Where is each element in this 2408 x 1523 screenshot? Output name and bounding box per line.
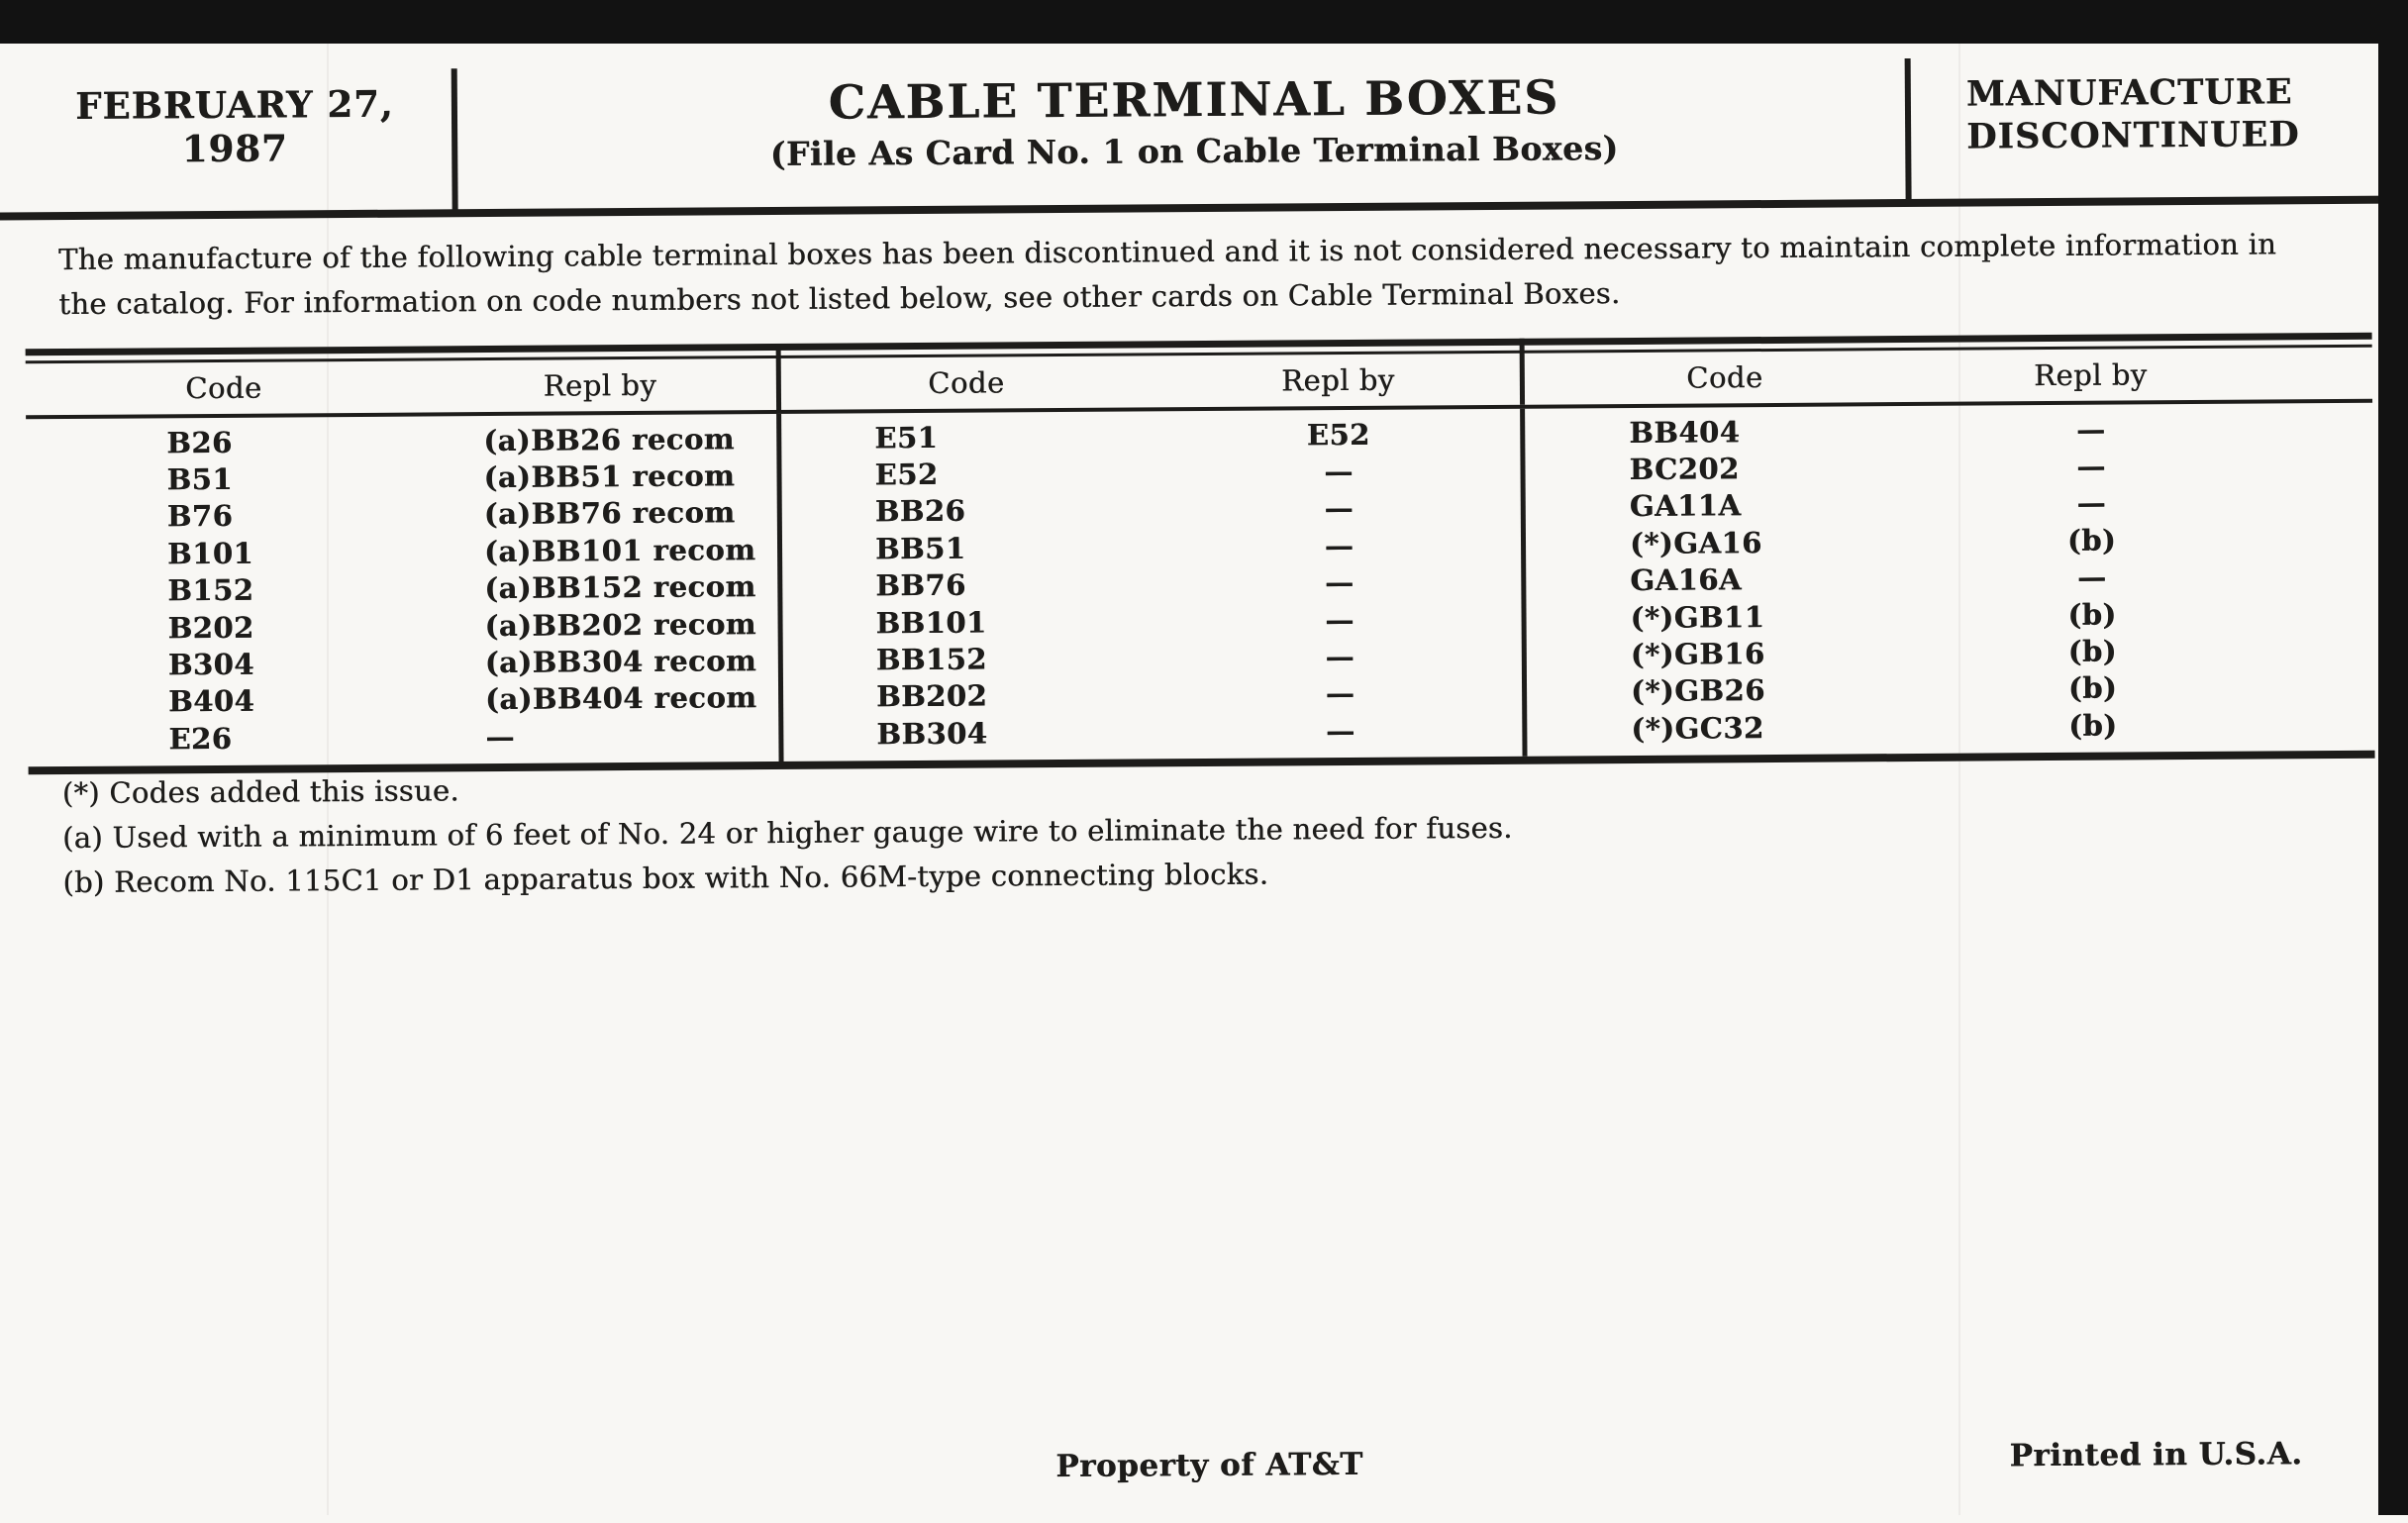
code-cell: BB152 [875,642,988,677]
table-row [28,716,780,759]
table-row [779,489,1523,532]
intro-paragraph: The manufacture of the following cable terminal boxes has been discontinued and it is not considered necessary to maintain complete information in the catalog. For information on code numbers not listed below, see other cards on Cable Terminal Boxes. [57,227,2277,322]
masthead-divider-right [1905,58,1912,205]
code-cell: (*)GB11 [1630,599,1765,635]
code-cell: GA11A [1629,488,1742,524]
status-stamp [1966,71,2300,158]
footnote-asterisk: (*) Codes added this issue. [61,773,459,811]
repl-by-cell: E52 [1306,417,1370,452]
table-group-divider [776,344,781,410]
title-block [531,68,1858,174]
repl-by-cell: (b) [2067,597,2117,632]
repl-by-cell: — [1324,565,1354,600]
repl-by-cell: (a)BB26 recom [483,421,736,457]
table-group-3-body [1522,403,2374,757]
code-cell: B101 [166,536,254,571]
repl-by-cell: — [1325,602,1354,637]
table-row [778,452,1522,494]
repl-by-cell: — [1325,676,1355,711]
column-header-repl-by: Repl by [543,367,657,403]
code-cell: BB404 [1629,414,1741,450]
table-row [1523,483,2373,526]
code-cell: (*)GA16 [1629,525,1762,560]
table-row [1524,667,2374,710]
code-cell: BB304 [876,716,988,752]
table-group-2-body [778,409,1524,762]
code-cell: B304 [167,647,255,682]
table-group-3-header [1522,348,2372,405]
repl-by-cell: (a)BB304 recom [484,644,757,680]
code-cell: B26 [166,425,233,459]
code-cell: BB51 [874,531,966,566]
table-row [1522,446,2372,488]
table-row [26,420,778,462]
code-cell: B202 [167,610,254,645]
code-cell: (*)GB16 [1630,637,1765,672]
page-subtitle: (File As Card No. 1 on Cable Terminal Boxes) [769,129,1619,174]
status-line1: MANUFACTURE [1965,71,2293,115]
code-cell: BC202 [1629,452,1740,487]
repl-by-cell: (a)BB202 recom [484,606,757,643]
table-row [27,494,779,537]
code-cell: B404 [167,684,255,719]
column-header-repl-by: Repl by [2033,357,2148,393]
code-cell: (*)GC32 [1631,710,1764,746]
masthead-rule [0,196,2385,221]
table-row [780,637,1524,679]
code-cell: (*)GB26 [1630,673,1765,709]
repl-by-cell: — [1325,713,1355,748]
footnote-a: (a) Used with a minimum of 6 feet of No. 24 or higher gauge wire to eliminate the need for fuses. [61,810,1513,855]
column-header-code: Code [185,370,262,406]
table-row [1523,520,2373,562]
issue-date-line2: 1987 [181,126,288,170]
repl-by-cell: (a)BB76 recom [483,495,736,532]
repl-by-cell: — [1324,455,1354,489]
code-cell: E51 [874,420,939,456]
repl-by-cell: — [2076,486,2107,521]
column-header-repl-by: Repl by [1280,362,1395,398]
code-cell: E52 [874,457,939,492]
scan-border-top [0,0,2408,44]
table-row [26,457,778,499]
code-cell: B152 [167,572,254,608]
table-group-1-header [26,358,778,415]
column-header-code: Code [928,365,1005,400]
repl-by-cell: (a)BB404 recom [484,680,757,717]
issue-date-line1: FEBRUARY 27, [74,81,394,128]
table-row [779,600,1523,643]
code-cell: BB26 [874,494,966,529]
column-header-code: Code [1686,360,1763,395]
table-group-divider [1520,339,1525,405]
repl-by-cell: (b) [2067,634,2118,668]
code-cell: B76 [166,499,234,534]
footer-property-notice: Property of AT&T [1055,1446,1363,1485]
table-group-2-header [778,354,1522,410]
table-group-1-body [26,414,780,766]
repl-by-cell: — [2076,449,2106,483]
table-row [780,673,1524,716]
table-row [779,562,1523,605]
table-row [780,711,1524,754]
masthead-divider-left [452,68,458,215]
repl-by-cell: — [2075,412,2106,447]
table-row [1524,705,2374,748]
table-row [1523,594,2373,637]
scan-border-right [2378,0,2408,1515]
issue-date [53,83,417,172]
repl-by-cell: — [485,719,515,754]
repl-by-cell: (a)BB152 recom [484,569,756,606]
code-cell: B51 [166,461,234,497]
table-row [1523,557,2373,599]
table-row [778,415,1522,457]
footnotes [62,768,1513,912]
repl-by-cell: — [1324,528,1354,563]
code-cell: BB101 [875,605,987,640]
discontinued-codes-table [26,333,2375,774]
repl-by-cell: (a)BB101 recom [483,533,756,568]
page-title: CABLE TERMINAL BOXES [828,70,1560,131]
table-row [28,642,780,684]
repl-by-cell: — [1324,491,1354,526]
table-row [27,568,779,611]
table-row [1522,409,2372,452]
code-cell: E26 [168,721,233,757]
table-row [1524,631,2374,673]
repl-by-cell: (b) [2068,708,2118,743]
table-row [779,526,1523,568]
footnote-b: (b) Recom No. 115C1 or D1 apparatus box with No. 66M-type connecting blocks. [62,857,1269,899]
code-cell: BB202 [875,678,988,714]
table-body [26,403,2374,766]
code-cell: BB76 [875,567,966,603]
table-row [27,605,779,648]
repl-by-cell: — [1325,639,1355,674]
footer-printed-notice: Printed in U.S.A. [2009,1436,2303,1474]
table-row [28,679,780,722]
repl-by-cell: — [2076,559,2107,595]
repl-by-cell: (a)BB51 recom [483,458,736,495]
table-row [27,531,779,573]
repl-by-cell: (b) [2066,523,2117,558]
code-cell: GA16A [1630,562,1743,598]
status-line2: DISCONTINUED [1966,113,2300,157]
repl-by-cell: (b) [2067,670,2118,706]
